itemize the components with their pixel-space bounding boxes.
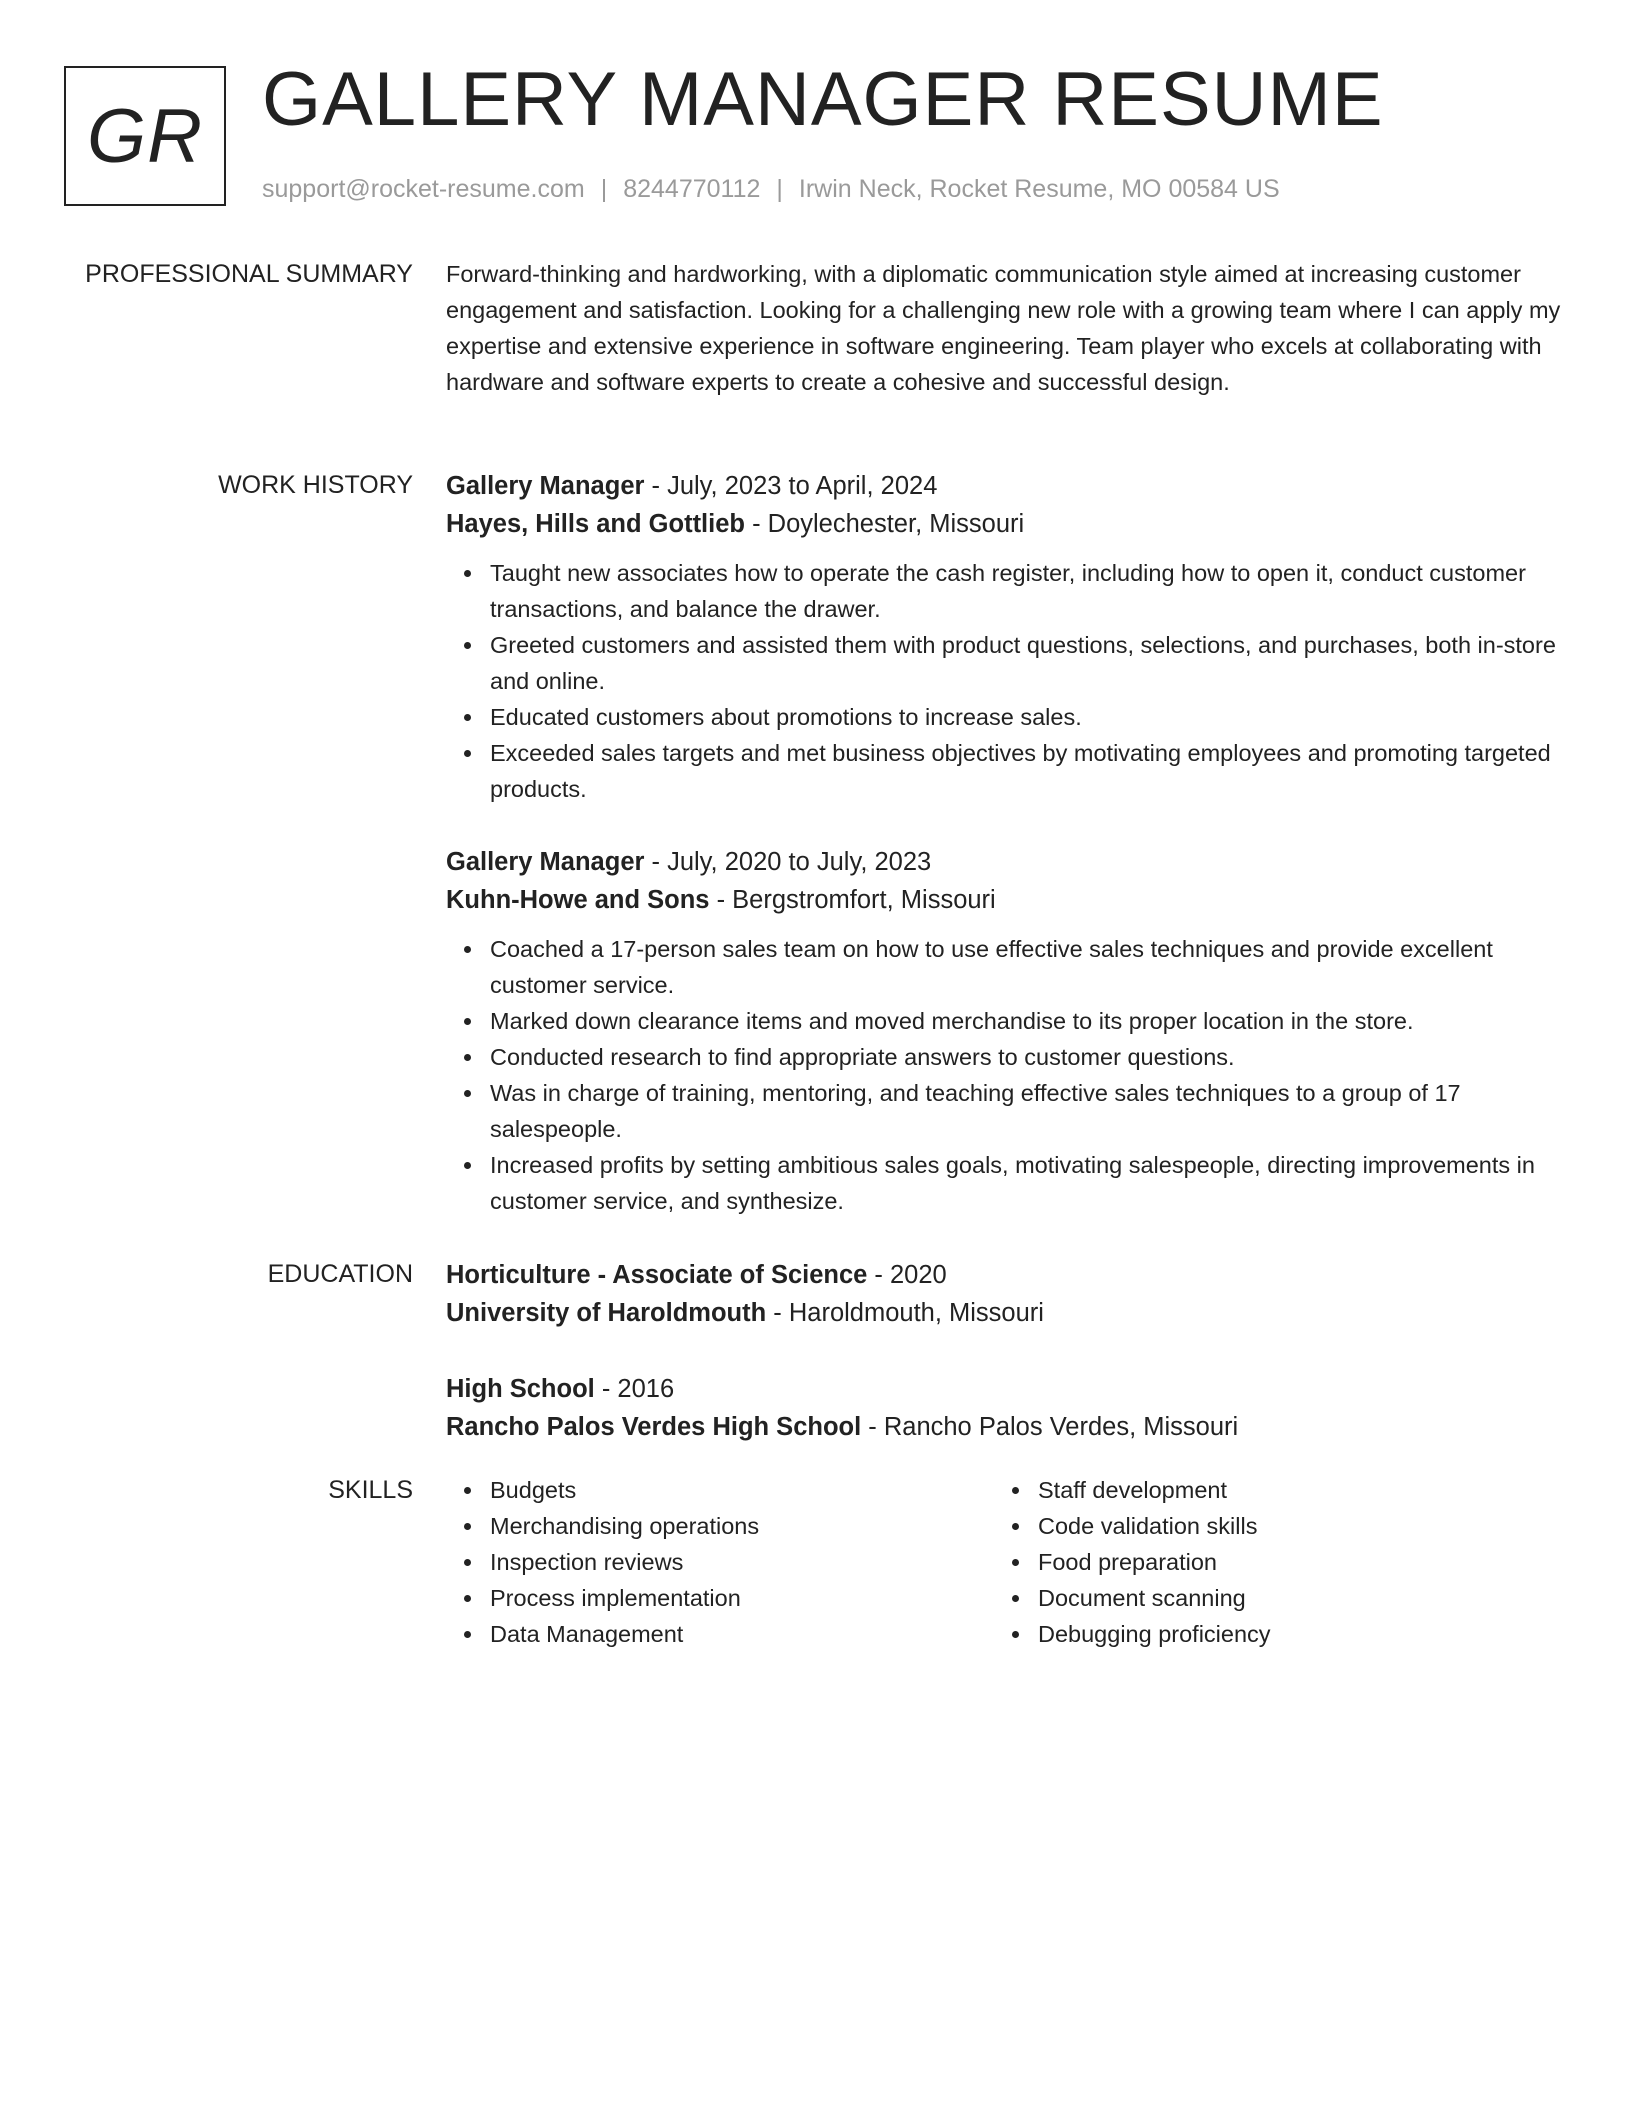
job-company-line	[446, 505, 1566, 543]
job-company-line	[446, 881, 1566, 919]
job-duty: Marked down clearance items and moved merchandise to its proper location in the store.	[490, 1003, 1566, 1039]
job-company: Kuhn-Howe and Sons	[446, 886, 710, 914]
job-duties	[446, 555, 1566, 807]
skills-list-left	[446, 1472, 994, 1652]
job-location: - Bergstromfort, Missouri	[709, 886, 996, 914]
contact-address: Irwin Neck, Rocket Resume, MO 00584 US	[798, 175, 1280, 203]
summary-text: Forward-thinking and hardworking, with a diplomatic communication style aimed at increasing customer engagement and satisfaction. Looking for a challenging new role with a growing team where I can apply my expertise and extensive experience in software engineering. Team player who excels at collaborating with hardware and software experts to create a cohesive and successful design.	[446, 261, 1561, 395]
degree-line	[446, 1370, 1566, 1408]
skill-item: Process implementation	[490, 1580, 994, 1616]
job-duty: Increased profits by setting ambitious sales goals, motivating salespeople, directing improvements in customer service, and synthesize.	[490, 1147, 1566, 1219]
job-duty: Was in charge of training, mentoring, and teaching effective sales techniques to a group of 17 salespeople.	[490, 1075, 1566, 1147]
skill-item: Merchandising operations	[490, 1508, 994, 1544]
job-title-line	[446, 843, 1566, 881]
job-duty: Coached a 17-person sales team on how to use effective sales techniques and provide excellent customer service.	[490, 931, 1566, 1003]
job-duty: Conducted research to find appropriate answers to customer questions.	[490, 1039, 1566, 1075]
degree-name: High School	[446, 1375, 595, 1403]
work-history-body	[446, 467, 1566, 1255]
degree-year: - 2020	[867, 1261, 947, 1289]
contact-separator: |	[776, 175, 783, 203]
job-duty: Exceeded sales targets and met business objectives by motivating employees and promoting targeted products.	[490, 735, 1566, 807]
contact-line	[262, 175, 1280, 204]
school-location: - Haroldmouth, Missouri	[766, 1299, 1044, 1327]
skill-item: Inspection reviews	[490, 1544, 994, 1580]
education-entry	[446, 1370, 1566, 1446]
education-heading: EDUCATION	[267, 1260, 413, 1288]
skill-item: Data Management	[490, 1616, 994, 1652]
contact-email: support@rocket-resume.com	[262, 175, 585, 203]
summary-body	[446, 256, 1566, 400]
page-title: GALLERY MANAGER RESUME	[262, 57, 1384, 142]
job-entry	[446, 843, 1566, 1219]
job-duties	[446, 931, 1566, 1219]
job-duty: Taught new associates how to operate the cash register, including how to open it, conduct customer transactions, and balance the drawer.	[490, 555, 1566, 627]
skill-item: Debugging proficiency	[1038, 1616, 1538, 1652]
job-title: Gallery Manager	[446, 472, 645, 500]
job-dates: - July, 2020 to July, 2023	[644, 848, 932, 876]
education-entry	[446, 1256, 1566, 1332]
monogram-logo: GR	[64, 66, 226, 206]
skills-columns	[446, 1472, 1566, 1652]
school-line	[446, 1408, 1566, 1446]
school-name: University of Haroldmouth	[446, 1299, 767, 1327]
education-body	[446, 1256, 1566, 1484]
contact-separator: |	[600, 175, 608, 203]
job-entry	[446, 467, 1566, 807]
job-location: - Doylechester, Missouri	[745, 510, 1025, 538]
job-dates: - July, 2023 to April, 2024	[644, 472, 938, 500]
skill-item: Code validation skills	[1038, 1508, 1538, 1544]
skills-heading: SKILLS	[328, 1476, 413, 1504]
job-duty: Educated customers about promotions to increase sales.	[490, 699, 1566, 735]
degree-year: - 2016	[594, 1375, 675, 1403]
job-duty: Greeted customers and assisted them with product questions, selections, and purchases, both in-store and online.	[490, 627, 1566, 699]
degree-line	[446, 1256, 1566, 1294]
school-line	[446, 1294, 1566, 1332]
skill-item: Staff development	[1038, 1472, 1538, 1508]
summary-heading: PROFESSIONAL SUMMARY	[85, 260, 413, 288]
work-history-heading: WORK HISTORY	[218, 471, 413, 499]
skill-item: Food preparation	[1038, 1544, 1538, 1580]
school-location: - Rancho Palos Verdes, Missouri	[861, 1413, 1239, 1441]
skill-item: Budgets	[490, 1472, 994, 1508]
job-company: Hayes, Hills and Gottlieb	[446, 510, 745, 538]
degree-name: Horticulture - Associate of Science	[446, 1261, 868, 1289]
contact-phone: 8244770112	[623, 175, 761, 203]
job-title-line	[446, 467, 1566, 505]
school-name: Rancho Palos Verdes High School	[446, 1413, 862, 1441]
skill-item: Document scanning	[1038, 1580, 1538, 1616]
job-title: Gallery Manager	[446, 848, 645, 876]
skills-list-right	[994, 1472, 1538, 1652]
skills-body	[446, 1472, 1566, 1652]
